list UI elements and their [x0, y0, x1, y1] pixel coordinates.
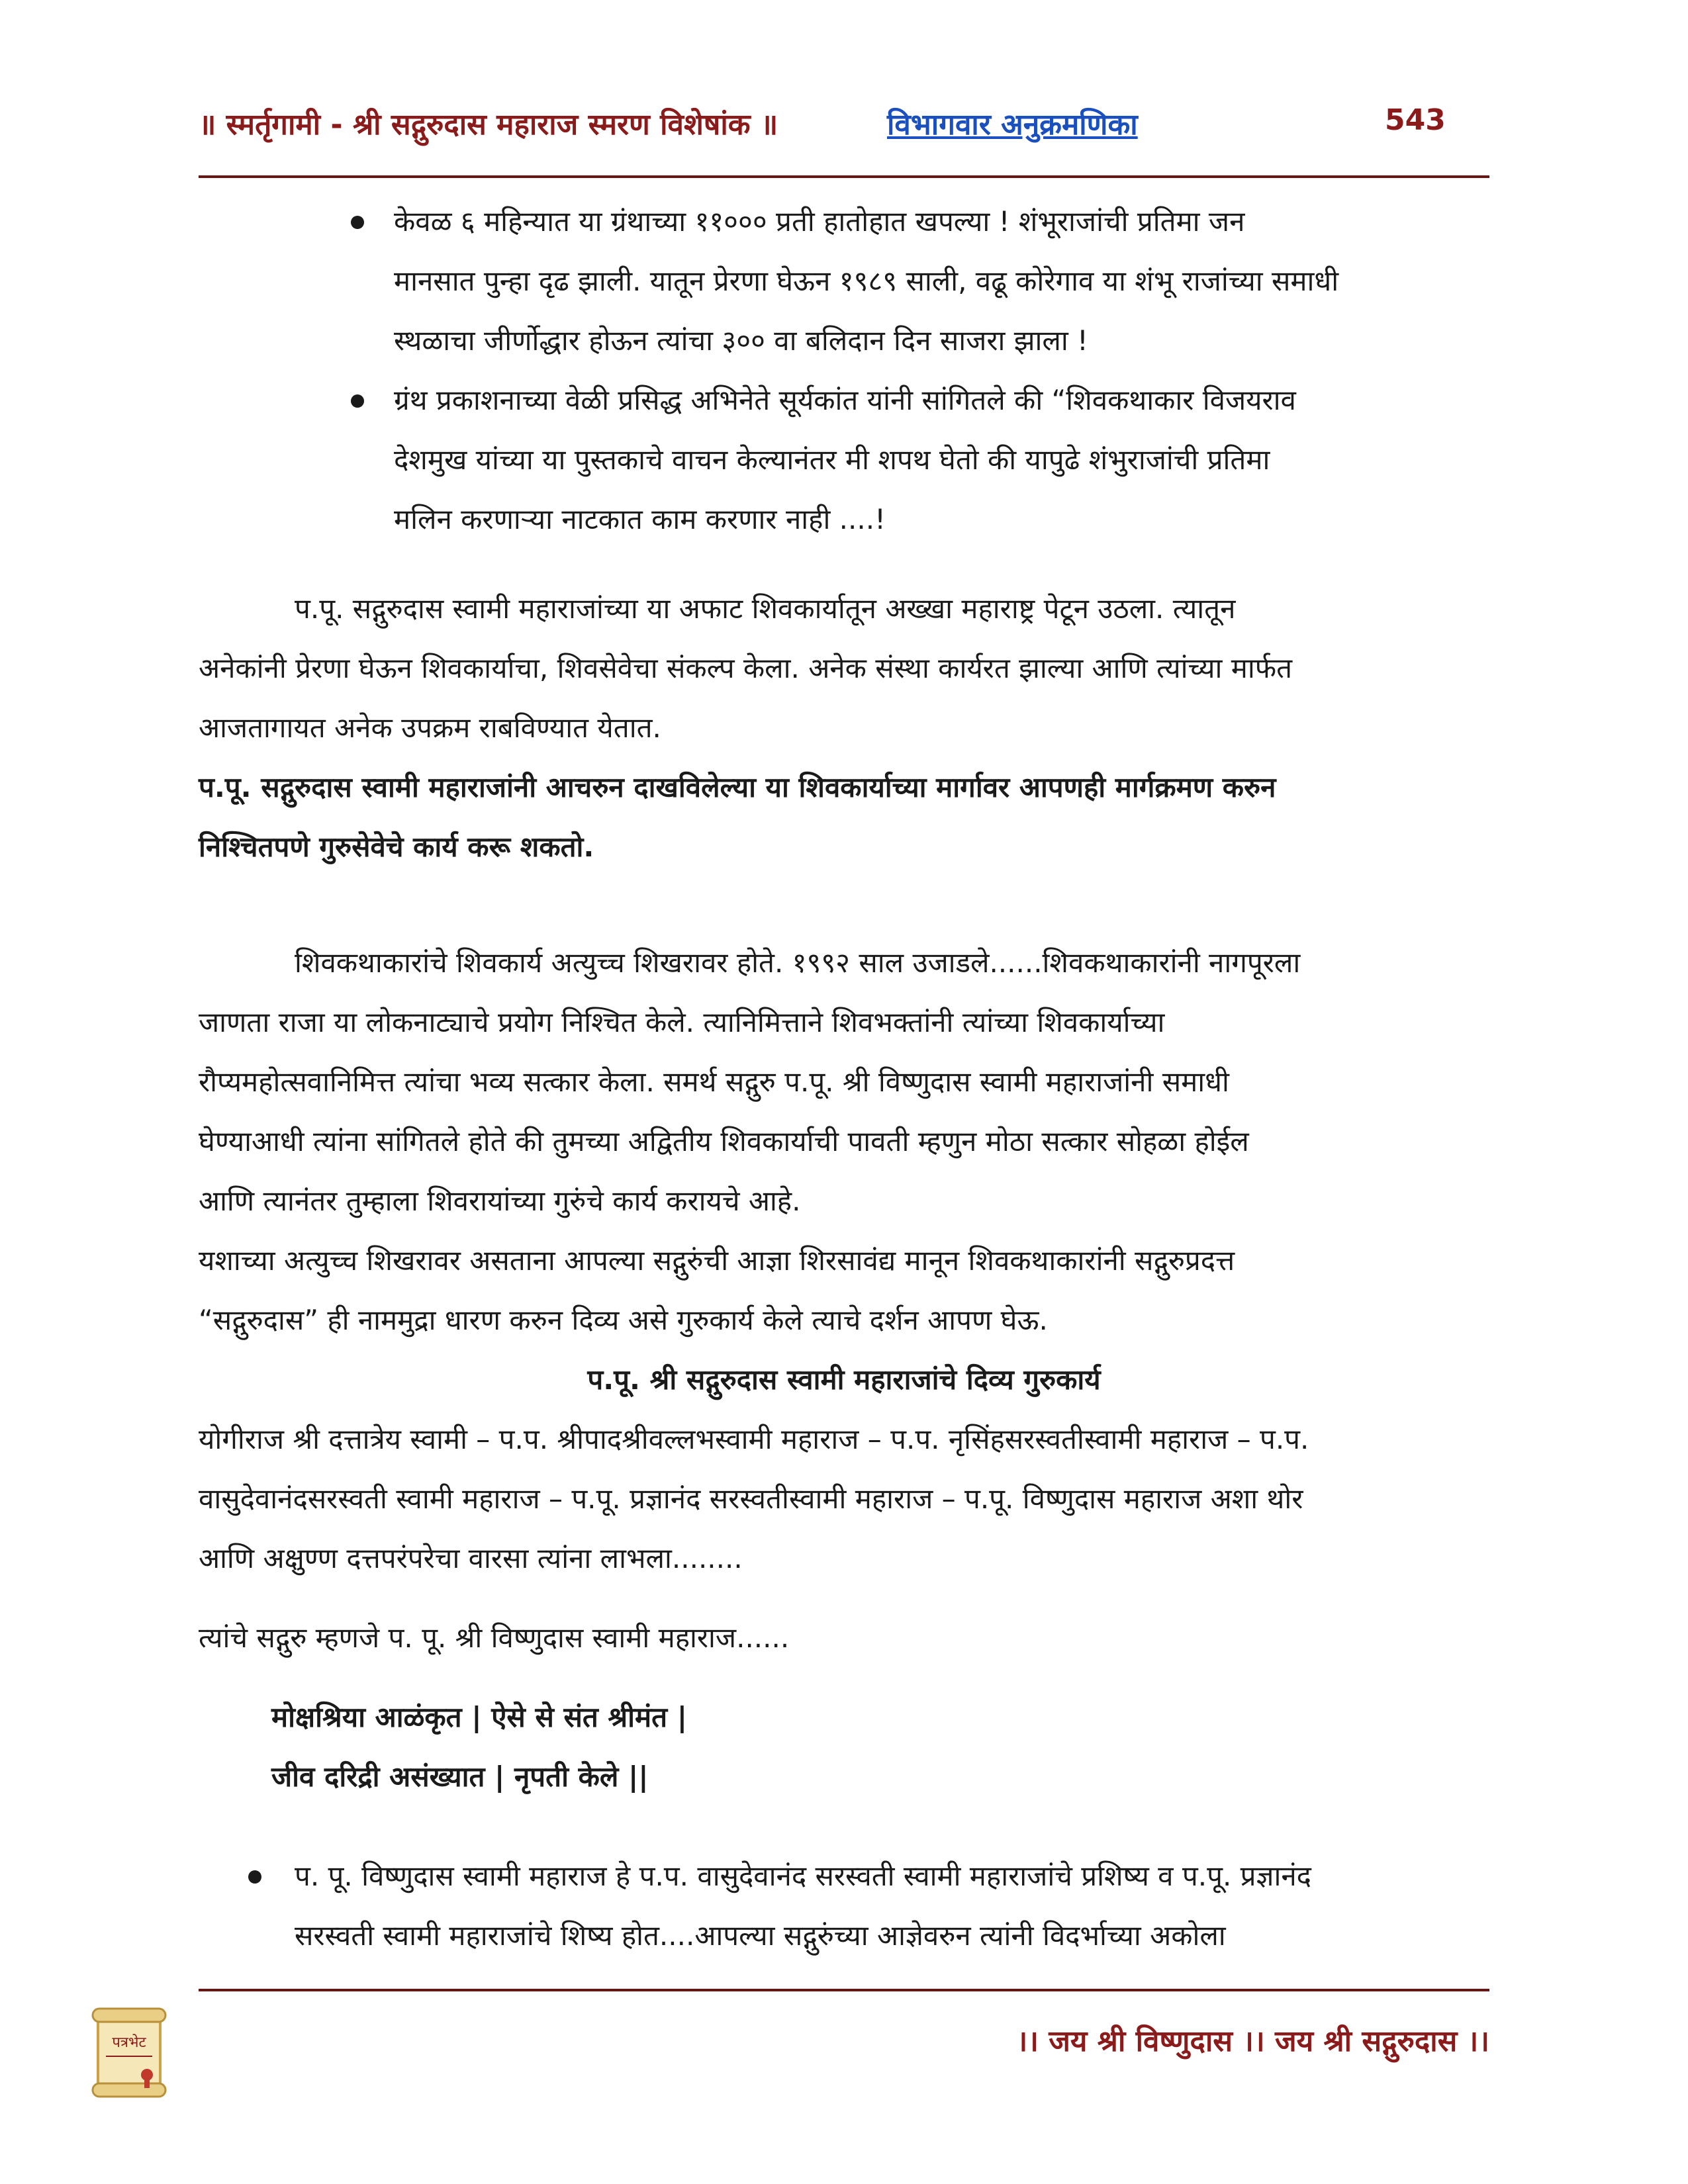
para3-line-3: रौप्यमहोत्सवानिमित्त त्यांचा भव्य सत्कार केला. समर्थ सद्गुरु प.पू. श्री विष्णुदास स्वामी महाराजांनी समाधी	[199, 1066, 1229, 1098]
para5-line-3: आणि अक्षुण्ण दत्तपरंपरेचा वारसा त्यांना लाभला........	[199, 1542, 743, 1574]
section-index-link[interactable]: विभागवार अनुक्रमणिका	[887, 108, 1138, 142]
page-number: 543	[1385, 103, 1446, 137]
header-title: ॥ स्मर्तृगामी - श्री सद्गुरुदास महाराज स्मरण विशेषांक ॥	[199, 108, 778, 142]
bottom-bullet-line-2: सरस्वती स्वामी महाराजांचे शिष्य होत....आपल्या सद्गुरुंच्या आज्ञेवरुन त्यांनी विदर्भाच्या अकोला	[295, 1919, 1226, 1952]
para5-line-2: वासुदेवानंदसरस्वती स्वामी महाराज – प.पू. प्रज्ञानंद सरस्वतीस्वामी महाराज – प.पू. विष्णुदास महाराज अशा थोर	[199, 1482, 1303, 1515]
bullet-2-line-2: देशमुख यांच्या या पुस्तकाचे वाचन केल्यानंतर मी शपथ घेतो की यापुढे शंभुराजांची प्रतिमा	[394, 443, 1270, 476]
para3-line-4: घेण्याआधी त्यांना सांगितले होते की तुमच्या अद्वितीय शिवकार्याची पावती म्हणुन मोठा सत्कार सोहळा होईल	[199, 1125, 1249, 1158]
bottom-bullet-line-1: प. पू. विष्णुदास स्वामी महाराज हे प.प. वासुदेवानंद सरस्वती स्वामी महाराजांचे प्रशिष्य व प.पू. प्रज्ञानंद	[295, 1860, 1311, 1892]
para5-line-1: योगीराज श्री दत्तात्रेय स्वामी – प.प. श्रीपादश्रीवल्लभस्वामी महाराज – प.प. नृसिंहसरस्वतीस्वामी महाराज – प.प.	[199, 1423, 1309, 1455]
bullet-dot	[248, 1870, 261, 1884]
para4-line-1: यशाच्या अत्युच्च शिखरावर असताना आपल्या सद्गुरुंची आज्ञा शिरसावंद्य मानून शिवकथाकारांनी सद्गुरुप्रदत्त	[199, 1244, 1235, 1277]
para3-line-1: शिवकथाकारांचे शिवकार्य अत्युच्च शिखरावर होते. १९९२ साल उजाडले......शिवकथाकारांनी नागपूरला	[295, 946, 1301, 979]
para1-line-3: आजतागायत अनेक उपक्रम राबविण्यात येतात.	[199, 711, 661, 744]
para3-line-5: आणि त्यानंतर तुम्हाला शिवरायांच्या गुरुंचे कार्य करायचे आहे.	[199, 1185, 801, 1217]
bullet-1-line-2: मानसात पुन्हा दृढ झाली. यातून प्रेरणा घेऊन १९८९ साली, वढू कोरेगाव या शंभू राजांच्या समाधी	[394, 265, 1339, 297]
para3-line-2: जाणता राजा या लोकनाट्याचे प्रयोग निश्चित केले. त्यानिमित्ताने शिवभक्तांनी त्यांच्या शिवकार्याच्या	[199, 1006, 1165, 1038]
para2-line-2: निश्चितपणे गुरुसेवेचे कार्य करू शकतो.	[199, 831, 594, 863]
section-heading: प.पू. श्री सद्गुरुदास स्वामी महाराजांचे दिव्य गुरुकार्य	[587, 1363, 1101, 1396]
paragraph-6: त्यांचे सद्गुरु म्हणजे प. पू. श्री विष्णुदास स्वामी महाराज......	[199, 1621, 790, 1654]
bullet-1-line-1: केवळ ६ महिन्यात या ग्रंथाच्या ११००० प्रती हातोहात खपल्या ! शंभूराजांची प्रतिमा जन	[394, 205, 1245, 238]
para1-line-2: अनेकांनी प्रेरणा घेऊन शिवकार्याचा, शिवसेवेचा संकल्प केला. अनेक संस्था कार्यरत झाल्या आणि त्यांच्या मार्फत	[199, 652, 1293, 684]
bullet-1-line-3: स्थळाचा जीर्णोद्धार होऊन त्यांचा ३०० वा बलिदान दिन साजरा झाला !	[394, 324, 1088, 357]
bullet-dot	[351, 216, 364, 229]
verse-line-1: मोक्षश्रिया आळंकृत | ऐसे से संत श्रीमंत |	[271, 1701, 688, 1733]
logo-text: पत्रभेट	[112, 2034, 146, 2051]
verse-line-2: जीव दरिद्री असंख्यात | नृपती केले ||	[271, 1760, 649, 1793]
header-rule	[199, 175, 1489, 178]
para2-line-1: प.पू. सद्गुरुदास स्वामी महाराजांनी आचरुन दाखविलेल्या या शिवकार्याच्या मार्गावर आपणही मार्गक्रमण करुन	[199, 771, 1276, 803]
footer-text: ।। जय श्री विष्णुदास ।। जय श्री सद्गुरुदास ।।	[1016, 2025, 1489, 2058]
footer-rule	[199, 1989, 1489, 1991]
bullet-2-line-3: मलिन करणाऱ्या नाटकात काम करणार नाही ....!	[394, 503, 886, 535]
bullet-dot	[351, 394, 364, 408]
para1-line-1: प.पू. सद्गुरुदास स्वामी महाराजांच्या या अफाट शिवकार्यातून अख्खा महाराष्ट्र पेटून उठला. त्यातून	[295, 592, 1236, 625]
bullet-2-line-1: ग्रंथ प्रकाशनाच्या वेळी प्रसिद्ध अभिनेते सूर्यकांत यांनी सांगितले की “शिवकथाकार विजयराव	[394, 384, 1296, 416]
patrabhet-logo	[86, 2002, 172, 2101]
para4-line-2: “सद्गुरुदास” ही नाममुद्रा धारण करुन दिव्य असे गुरुकार्य केले त्याचे दर्शन आपण घेऊ.	[199, 1304, 1048, 1336]
